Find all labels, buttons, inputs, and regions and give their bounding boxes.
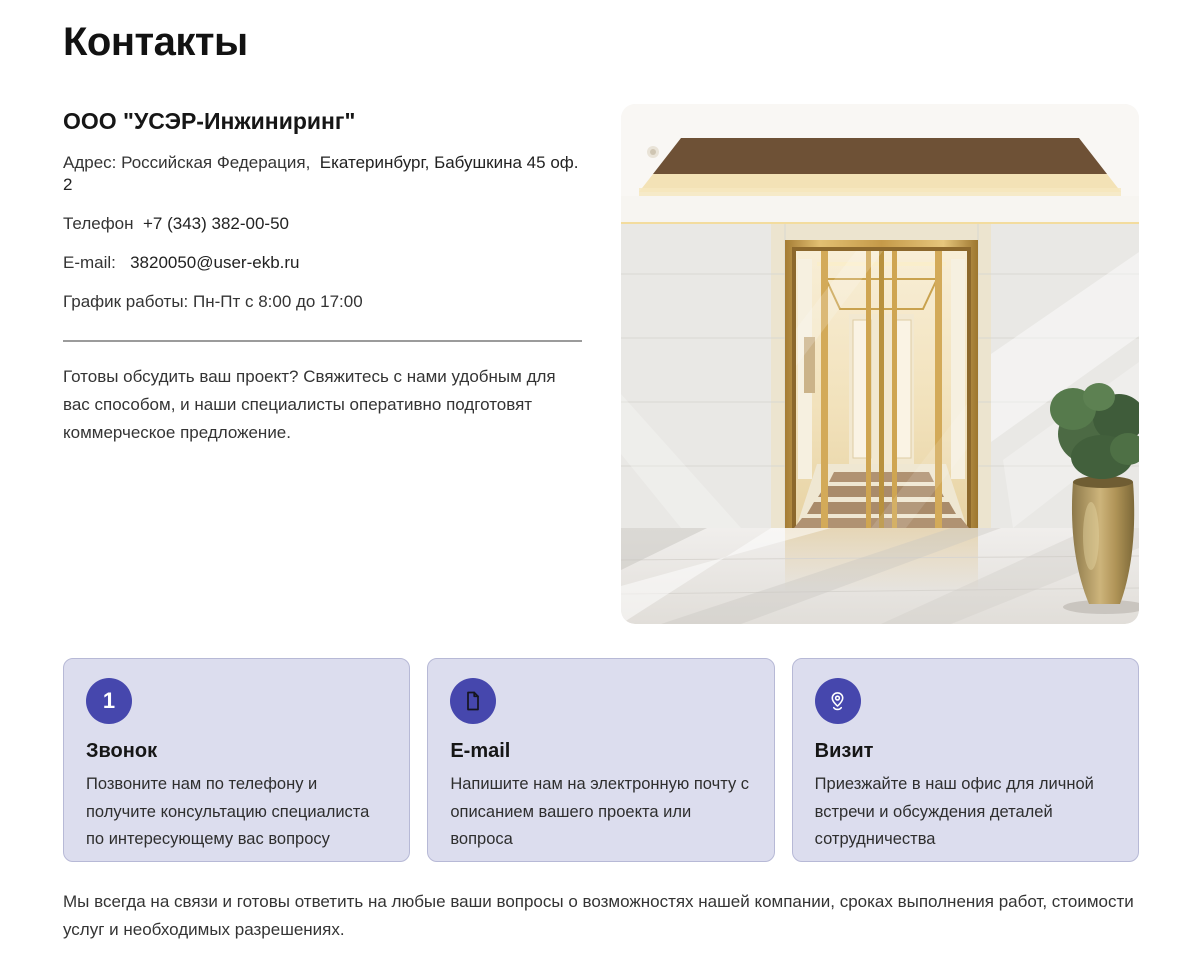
phone-value: +7 (343) 382-00-50 — [142, 214, 290, 233]
page-title: Контакты — [63, 20, 248, 64]
phone-label: Телефон — [63, 214, 134, 233]
address-label: Адрес: Российская Федерация, — [63, 153, 311, 172]
divider — [63, 340, 582, 342]
card-email — [427, 658, 774, 862]
card-visit-title: Визит — [814, 740, 874, 762]
document-icon — [450, 678, 496, 724]
closing-text: Мы всегда на связи и готовы ответить на любые ваши вопросы о возможностях нашей компании, сроках выполнения работ, стоимости услуг и необходимых разрешениях. — [63, 892, 1134, 939]
office-lobby-photo — [621, 104, 1139, 624]
card-visit-description: Приезжайте в наш офис для личной встречи и обсуждения деталей сотрудничества — [814, 775, 1094, 848]
card-call-title: Звонок — [86, 740, 158, 762]
contact-section — [63, 106, 1139, 624]
card-call — [63, 658, 410, 862]
contact-method-cards — [63, 658, 1139, 862]
card-email-description: Напишите нам на электронную почту с описанием вашего проекта или вопроса — [450, 775, 750, 848]
number-1-badge — [86, 678, 132, 724]
address-line — [63, 152, 582, 196]
badge-number: 1 — [102, 688, 116, 713]
schedule-line: График работы: Пн-Пт с 8:00 до 17:00 — [63, 292, 363, 311]
intro-text: Готовы обсудить ваш проект? Свяжитесь с нами удобным для вас способом, и наши специалисты оперативно подготовят коммерческое предложение. — [63, 367, 556, 442]
card-email-title: E-mail — [450, 740, 511, 762]
email-value: 3820050@user-ekb.ru — [130, 253, 300, 272]
company-name: ООО "УСЭР-Инжиниринг" — [63, 108, 356, 134]
elevator-lobby-illustration — [621, 104, 1139, 624]
location-pin-icon — [815, 678, 861, 724]
phone-line — [63, 213, 582, 235]
email-label: E-mail: — [63, 253, 116, 272]
card-call-description: Позвоните нам по телефону и получите консультацию специалиста по интересующему вас вопросу — [86, 775, 370, 848]
address-value: Екатеринбург, Бабушкина 45 оф. 2 — [63, 153, 579, 194]
card-visit — [792, 658, 1139, 862]
email-line — [63, 252, 582, 274]
company-info — [63, 106, 582, 447]
